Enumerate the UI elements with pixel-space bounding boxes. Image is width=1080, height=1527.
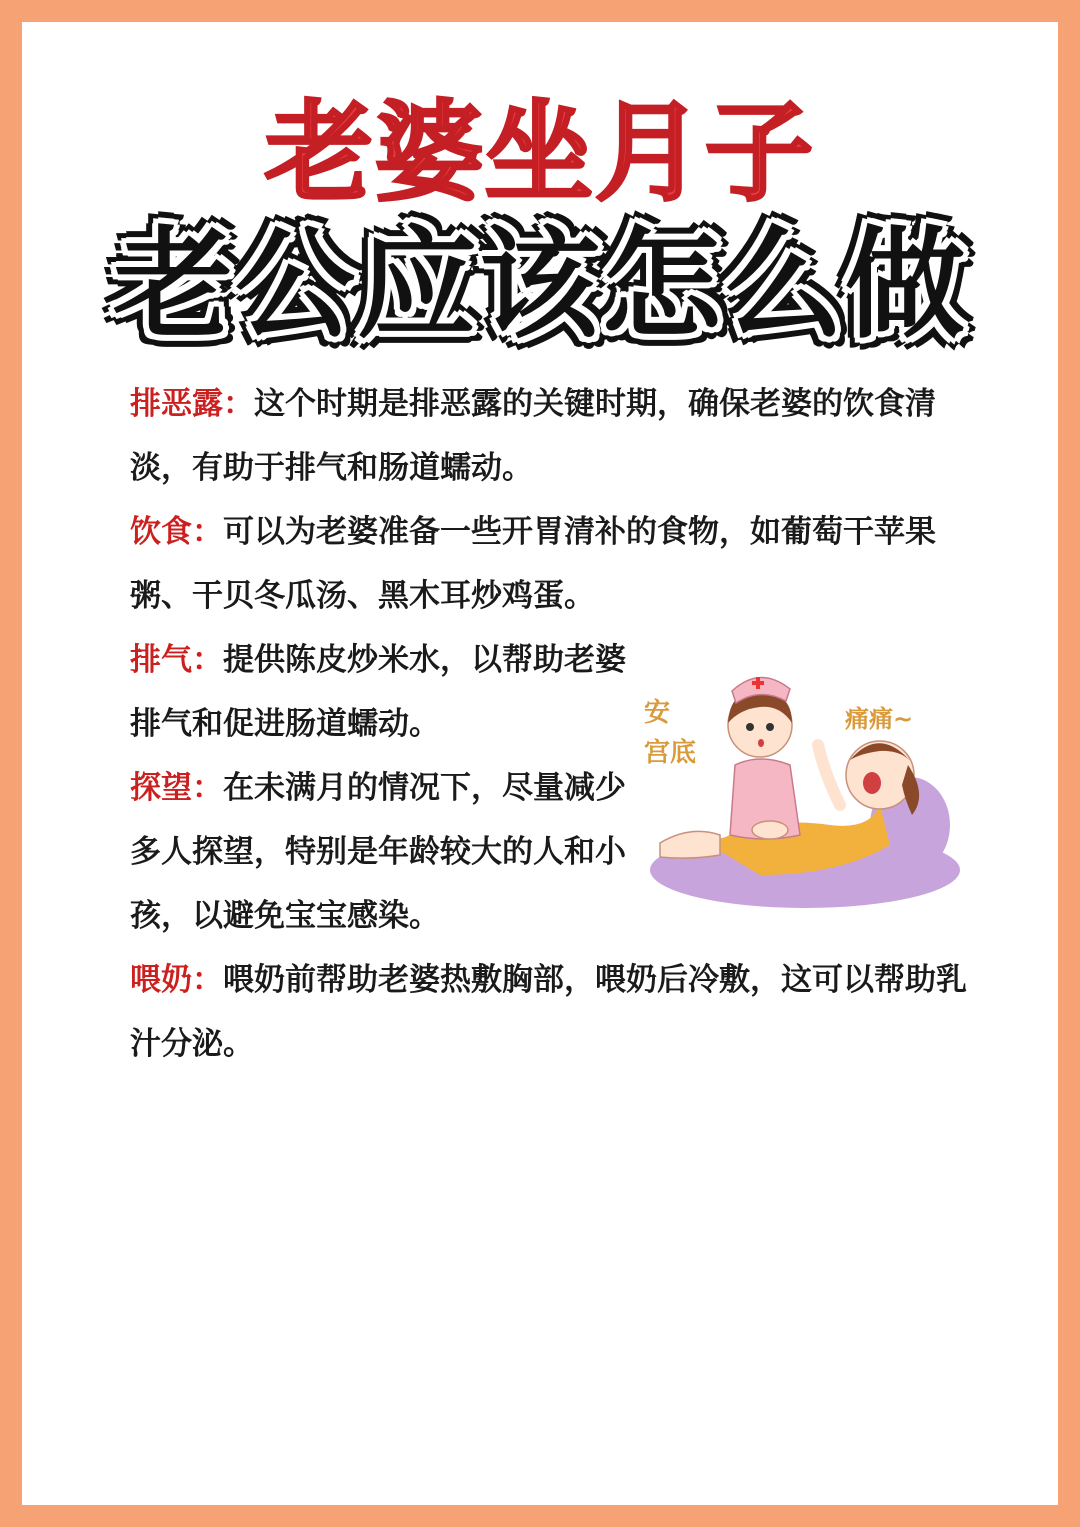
caption-left-1: 安 [644, 698, 671, 728]
title-line-1: 老婆坐月子 [264, 91, 815, 216]
section-diet [130, 500, 990, 628]
section-label: 排恶露： [130, 386, 254, 422]
caption-right: 痛痛~ [845, 705, 914, 733]
nurse-eye [746, 723, 754, 731]
section-label: 探望： [130, 770, 223, 806]
patient-mouth [863, 772, 881, 794]
patient-head [846, 741, 914, 809]
section-text: 可以为老婆准备一些开胃清补的食物，如葡萄干苹果粥、干贝冬瓜汤、黑木耳炒鸡蛋。 [130, 514, 936, 614]
section-text: 在未满月的情况下，尽量减少多人探望，特别是年龄较大的人和小孩，以避免宝宝感染。 [130, 770, 626, 934]
patient-arm [818, 745, 840, 805]
section-text: 这个时期是排恶露的关键时期，确保老婆的饮食清淡，有助于排气和肠道蠕动。 [130, 386, 936, 486]
section-label: 喂奶： [130, 962, 223, 998]
section-breastfeeding [130, 948, 990, 1076]
section-label: 饮食： [130, 514, 223, 550]
caption-left-2: 宫底 [644, 738, 697, 768]
patient-legs [660, 831, 720, 858]
section-lochia [130, 372, 990, 500]
nurse-mouth [758, 739, 764, 747]
nurse-hands [752, 821, 788, 839]
section-gas [130, 628, 630, 756]
title-line-2: 老公应该怎么做 [113, 216, 967, 355]
section-visit [130, 756, 630, 948]
nurse-massage-illustration [640, 665, 960, 920]
section-text: 提供陈皮炒米水，以帮助老婆排气和促进肠道蠕动。 [130, 642, 626, 742]
nurse-eye [766, 723, 774, 731]
section-text: 喂奶前帮助老婆热敷胸部，喂奶后冷敷，这可以帮助乳汁分泌。 [130, 962, 967, 1062]
section-label: 排气： [130, 642, 223, 678]
